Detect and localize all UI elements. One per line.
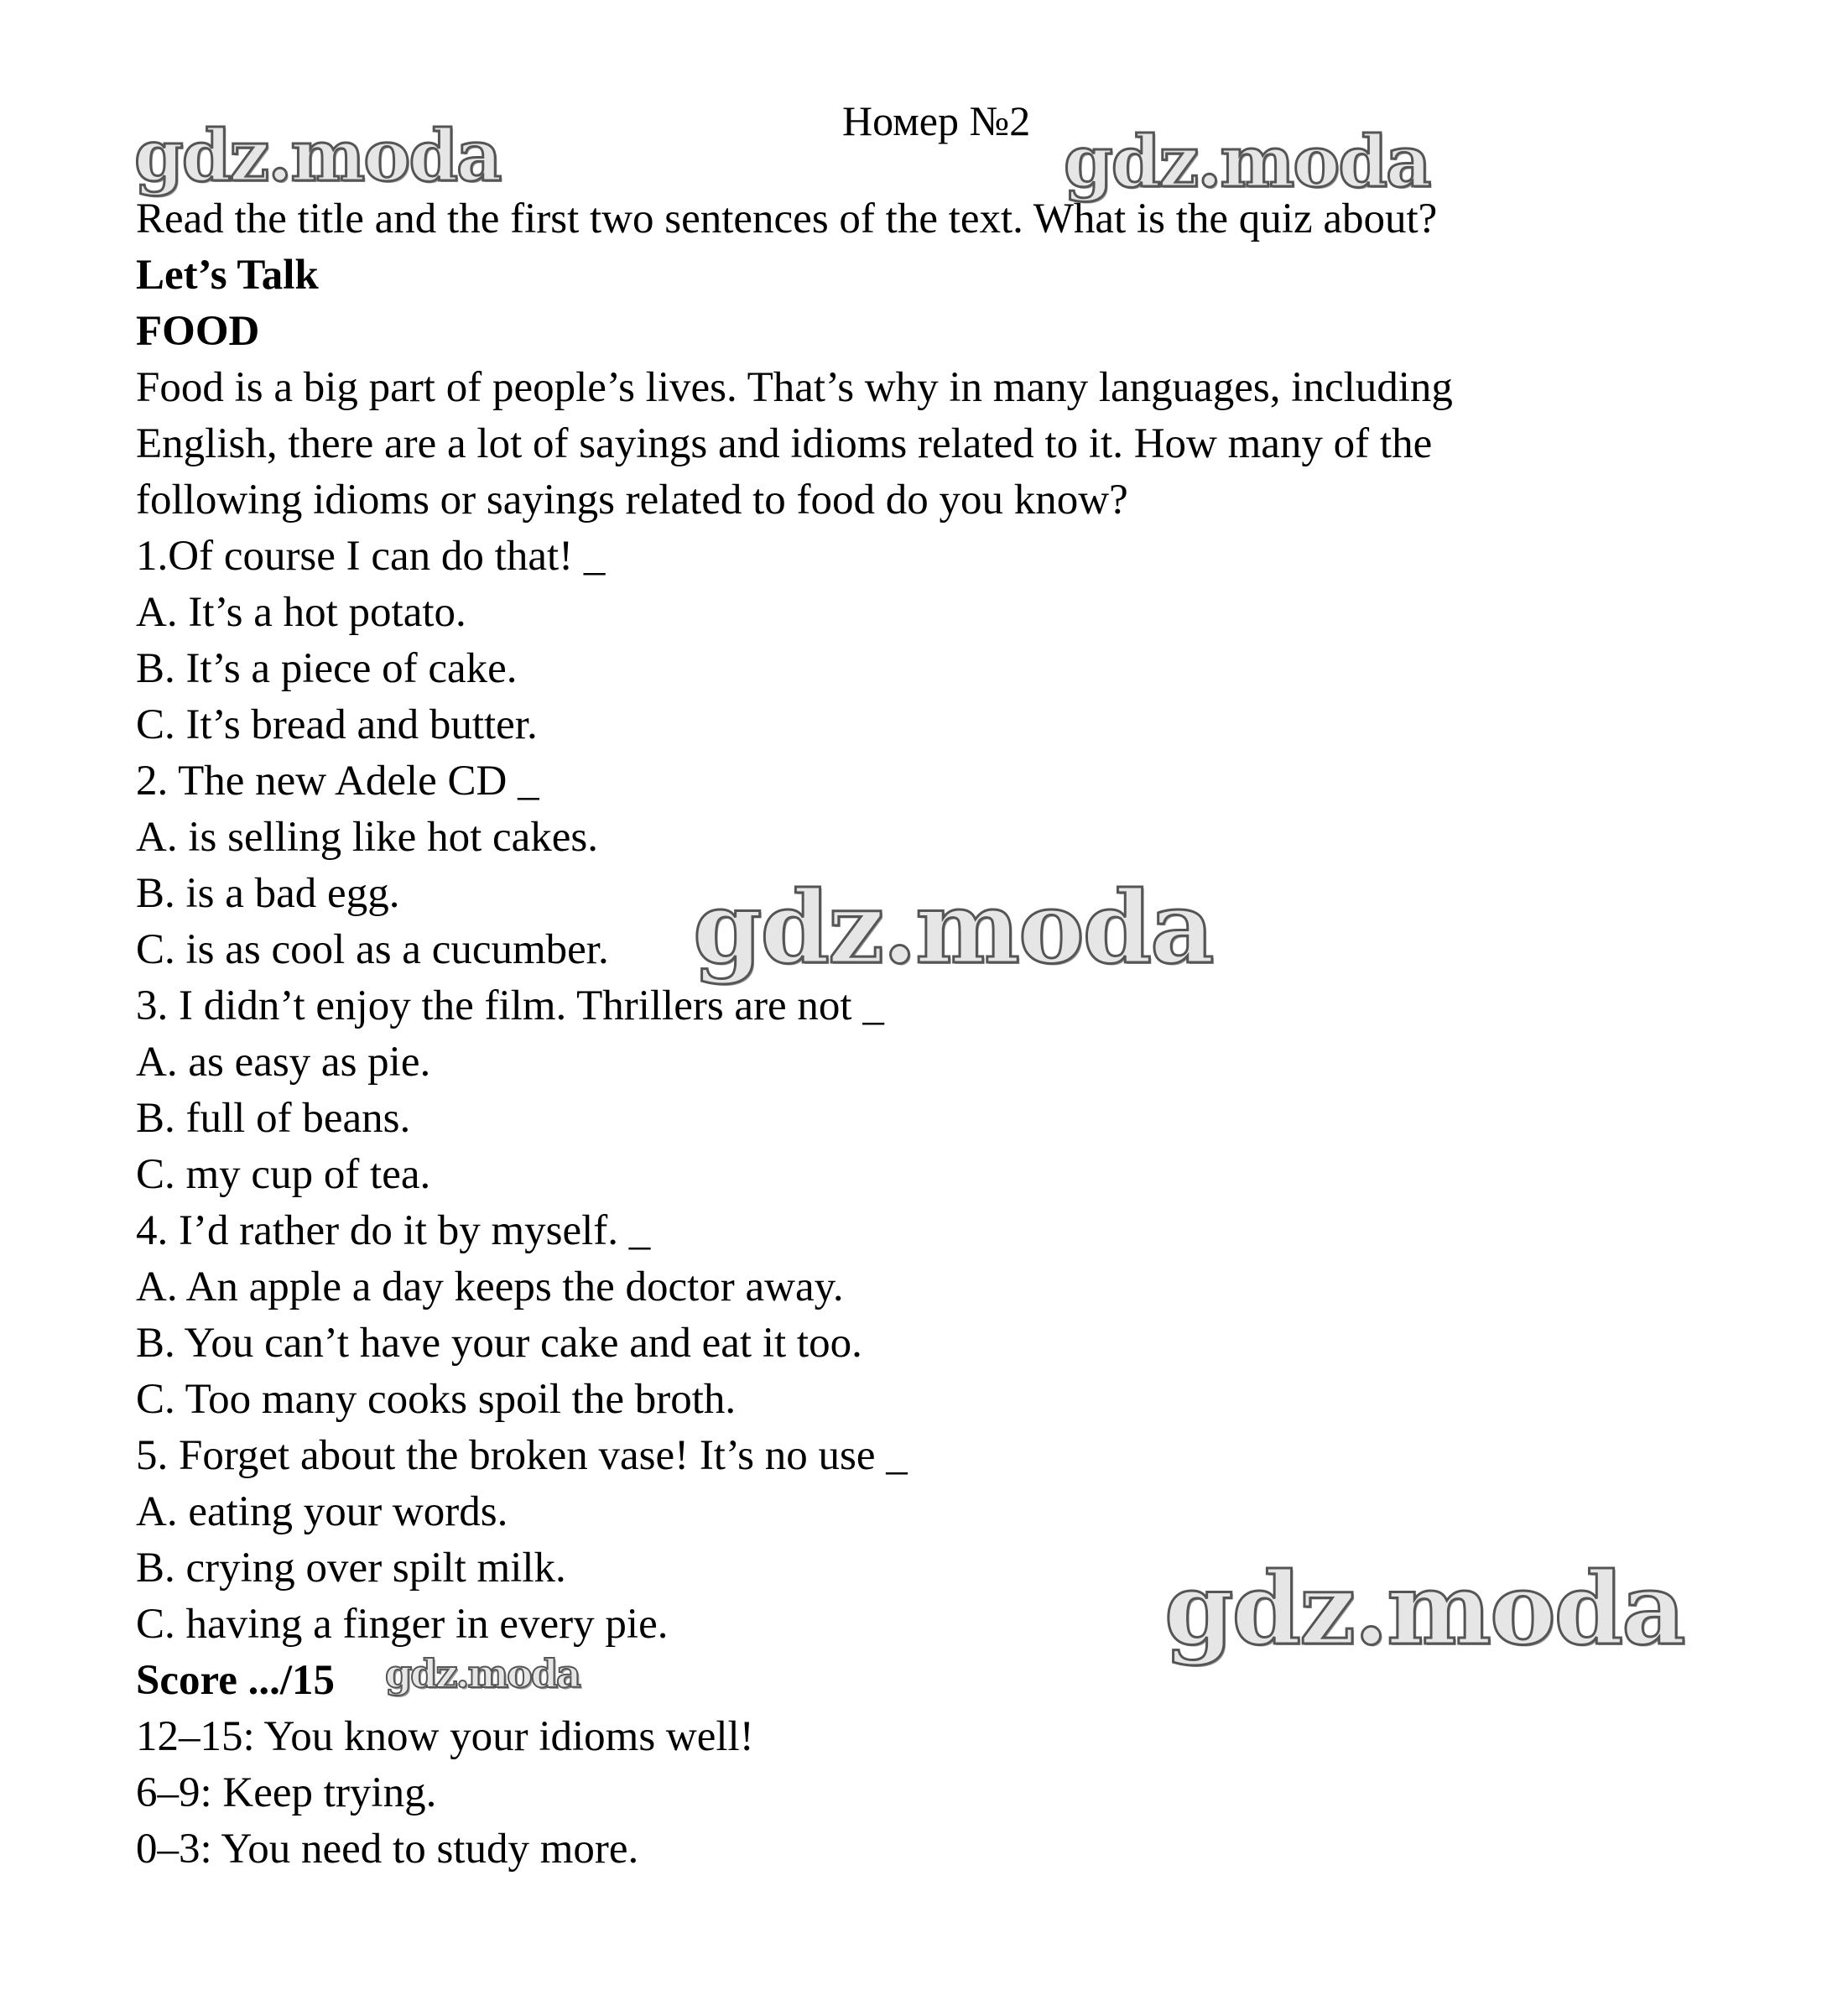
question-line: Read the title and the first two sentences of the text. What is the quiz about? [136,195,1438,242]
quiz-question-4: 4. I’d rather do it by myself. _ [136,1207,651,1254]
answer-option: A. An apple a day keeps the doctor away. [136,1263,844,1310]
answer-option: B. You can’t have your cake and eat it too. [136,1320,862,1367]
score-heading: Score .../15 [136,1657,336,1704]
answer-option: B. crying over spilt milk. [136,1545,566,1592]
answer-option: A. is selling like hot cakes. [136,814,598,861]
page-header: Номер №2 [842,97,1031,144]
answer-option: B. is a bad egg. [136,870,400,917]
watermark-logo: gdz.moda [693,869,1213,986]
intro-line: English, there are a lot of sayings and idioms related to it. How many of the [136,420,1433,467]
quiz-title: FOOD [136,308,260,355]
quiz-question-3: 3. I didn’t enjoy the film. Thrillers are not _ [136,982,884,1029]
answer-option: C. having a finger in every pie. [136,1601,669,1648]
intro-line: Food is a big part of people’s lives. That’s why in many languages, including [136,364,1453,411]
answer-option: B. full of beans. [136,1095,411,1142]
quiz-question-1: 1.Of course I can do that! _ [136,533,606,580]
answer-option: A. It’s a hot potato. [136,589,466,636]
answer-option: C. Too many cooks spoil the broth. [136,1376,737,1423]
score-range: 0–3: You need to study more. [136,1826,639,1873]
section-title: Let’s Talk [136,252,319,299]
score-range: 12–15: You know your idioms well! [136,1713,754,1760]
watermark-logo: gdz.moda [134,114,501,197]
answer-option: C. my cup of tea. [136,1151,431,1198]
answer-option: B. It’s a piece of cake. [136,645,518,692]
quiz-question-2: 2. The new Adele CD _ [136,758,539,805]
watermark-logo: gdz.moda [1064,120,1430,203]
quiz-question-5: 5. Forget about the broken vase! It’s no use _ [136,1432,908,1479]
score-range: 6–9: Keep trying. [136,1769,437,1816]
intro-line: following idioms or sayings related to food do you know? [136,477,1128,524]
answer-option: C. is as cool as a cucumber. [136,926,609,973]
watermark-logo: gdz.moda [385,1651,580,1696]
watermark-logo: gdz.moda [1164,1550,1684,1667]
answer-option: C. It’s bread and butter. [136,701,538,748]
answer-option: A. as easy as pie. [136,1039,431,1086]
answer-option: A. eating your words. [136,1488,508,1535]
